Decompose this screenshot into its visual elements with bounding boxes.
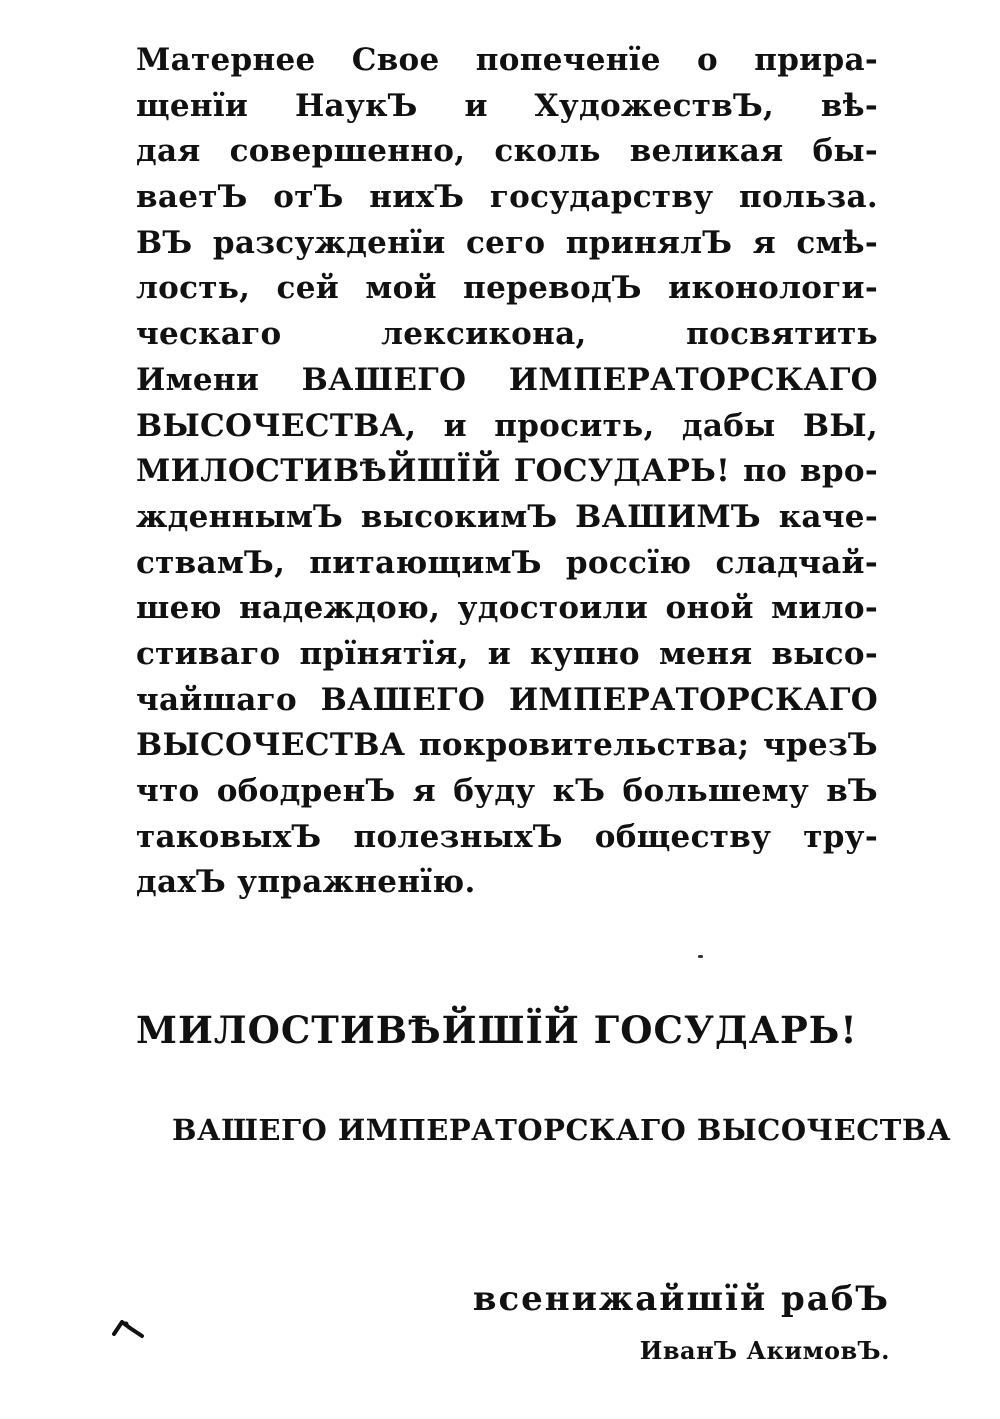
signature-name: ИванЪ АкимовЪ. [639, 1336, 890, 1365]
text-line: ВЪ разсужденїи сего принялЪ я смѣ- [136, 224, 878, 261]
closing-phrase: всенижайшїй рабЪ [472, 1279, 890, 1319]
text-line: ваетЪ отЪ нихЪ государству польза. [136, 179, 878, 216]
text-line-last: дахЪ упражненїю. [136, 864, 476, 901]
text-line: ВЫСОЧЕСТВА покровительства; чрезЪ [136, 727, 878, 764]
text-line: шею надеждою, удостоили оной мило- [136, 590, 878, 627]
text-line: ВЫСОЧЕСТВА, и просить, дабы ВЫ, [136, 407, 878, 444]
text-line: МИЛОСТИВѢЙШЇЙ ГОСУДАРЬ! по вро- [136, 453, 878, 490]
text-line: Имени ВАШЕГО ИМПЕРАТОРСКАГО [136, 361, 878, 398]
text-line: стиваго прїнятїя, и купно меня высо- [136, 635, 878, 672]
text-line: что ободренЪ я буду кЪ большему вЪ [136, 773, 878, 809]
ink-mark-icon [112, 1312, 148, 1340]
salutation: МИЛОСТИВѢЙШЇЙ ГОСУДАРЬ! [136, 1008, 858, 1052]
text-line: щенїи НаукЪ и ХудожествЪ, вѣ- [136, 87, 878, 124]
imperial-title: ВАШЕГО ИМПЕРАТОРСКАГО ВЫСОЧЕСТВА [172, 1113, 951, 1147]
text-line: ческаго лексикона, посвятить [136, 316, 878, 353]
text-line: ствамЪ, питающимЪ россїю сладчай- [136, 544, 878, 581]
text-line: дая совершенно, сколь великая бы- [136, 133, 878, 170]
text-line: лость, сей мой переводЪ иконологи- [136, 270, 878, 307]
text-line: чайшаго ВАШЕГО ИМПЕРАТОРСКАГО [136, 681, 878, 718]
text-line: жденнымЪ высокимЪ ВАШИМЪ каче- [136, 498, 878, 535]
ink-speck [698, 955, 703, 958]
text-line: Матернее Свое попеченїе о прира- [136, 42, 878, 78]
text-line: таковыхЪ полезныхЪ обществу тру- [136, 818, 878, 855]
dedication-body [136, 38, 878, 906]
